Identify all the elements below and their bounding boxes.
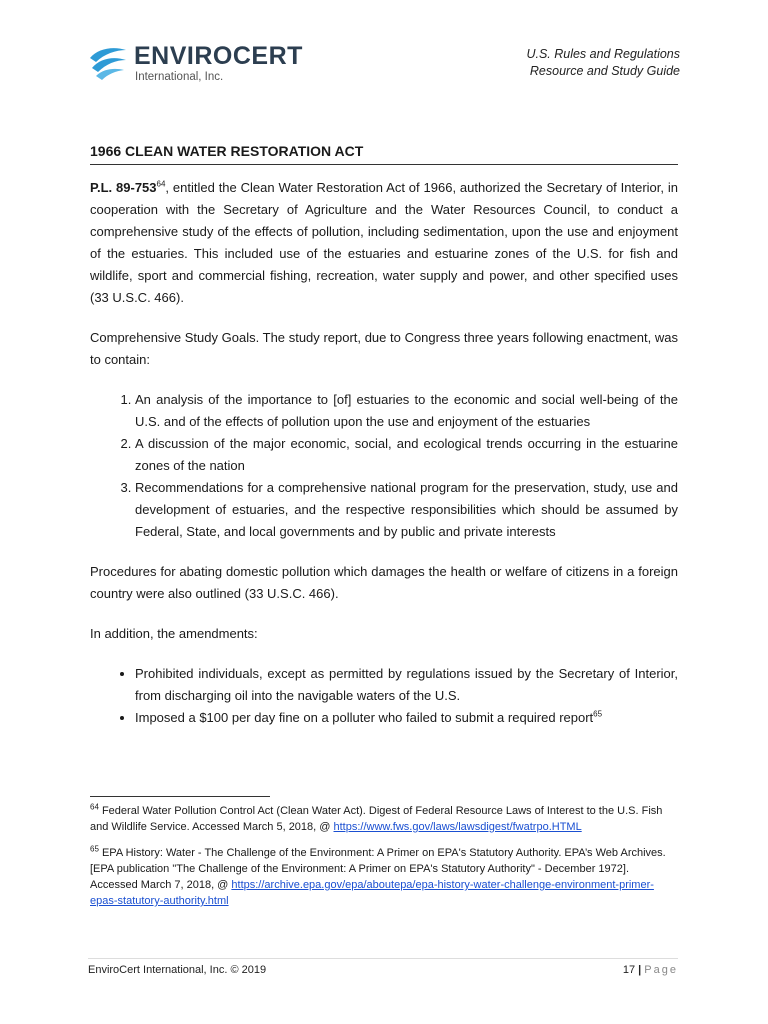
list-item-text: Imposed a $100 per day fine on a polluter who failed to submit a required report — [135, 710, 594, 725]
list-item — [135, 707, 678, 729]
footnote-ref-65[interactable]: 65 — [593, 709, 603, 719]
paragraph-amendments: In addition, the amendments: — [90, 626, 258, 641]
page-footer — [88, 958, 678, 976]
footnote-text: Federal Water Pollution Control Act (Clean Water Act). Digest of Federal Resource Laws of Interest to the U.S. Fish and Wildlife Service. Accessed March 5, 2018, @ — [90, 805, 663, 833]
page-header — [88, 40, 680, 90]
page-number: 17 — [622, 964, 636, 976]
logo-name: ENVIROCERT — [134, 42, 303, 70]
paragraph-procedures: Procedures for abating domestic pollution which damages the health or welfare of citizens in a foreign country were also outlined (33 U.S.C. 466). — [90, 564, 678, 601]
page-separator: | — [638, 964, 642, 976]
footnote-ref-64[interactable]: 64 — [156, 179, 166, 189]
list-item: 1. An analysis of the importance to [of] estuaries to the economic and social well-being of the U.S. and of the effects of pollution upon the use and enjoyment of the estuaries — [135, 389, 678, 433]
footnote-number: 65 — [90, 844, 99, 854]
page-label: Page — [644, 964, 678, 976]
footnote-65 — [90, 845, 678, 909]
document-title-line1: U.S. Rules and Regulations — [526, 47, 680, 61]
logo-subtitle: International, Inc. — [135, 71, 224, 83]
paragraph-intro-text: , entitled the Clean Water Restoration Act of 1966, authorized the Secretary of Interior, in cooperation with the Secretary of Agriculture and the Water Resources Council, to conduct a comprehensive study of the effects of pollution, including sedimentation, upon the use and enjoyment of the estuaries. This included use of the estuaries and estuarine zones of the U.S. for fish and wildlife, sport and commercial fishing, recreation, water supply and power, and other specified uses (33 U.S.C. 466). — [90, 180, 678, 305]
document-title — [526, 46, 680, 80]
footnotes — [90, 803, 678, 909]
copyright: EnviroCert International, Inc. © 2019 — [88, 964, 267, 976]
paragraph-study-goals: Comprehensive Study Goals. The study report, due to Congress three years following enactment, was to contain: — [90, 330, 678, 367]
amendments-list — [90, 663, 678, 729]
paragraph-intro — [90, 177, 678, 309]
list-item: 3. Recommendations for a comprehensive national program for the preservation, study, use and development of estuaries, and the respective responsibilities which should be assumed by Federal, State, and local governments and by public and private interests — [135, 477, 678, 543]
page-indicator — [623, 964, 678, 976]
document-title-line2: Resource and Study Guide — [529, 64, 680, 78]
footnote-link[interactable]: https://www.fws.gov/laws/lawsdigest/fwatrpo.HTML — [333, 821, 582, 833]
law-reference: P.L. 89-753 — [90, 180, 157, 195]
footnote-number: 64 — [90, 802, 99, 812]
section-title: 1966 CLEAN WATER RESTORATION ACT — [90, 143, 678, 165]
list-item: 2. A discussion of the major economic, social, and ecological trends occurring in the estuarine zones of the nation — [135, 433, 678, 477]
footnote-64 — [90, 803, 678, 835]
main-content — [90, 143, 678, 729]
water-drop-icon — [88, 46, 128, 82]
study-goals-list — [90, 389, 678, 543]
footnote-divider — [90, 796, 270, 797]
envirocert-logo — [88, 40, 308, 90]
footnote-link[interactable]: https://archive.epa.gov/epa/aboutepa/epa-history-water-challenge-environment-primer-epas-statutory-authority.html — [90, 879, 654, 907]
footnote-text: EPA History: Water - The Challenge of the Environment: A Primer on EPA's Statutory Authority. EPA’s Web Archives. [EPA publication "The Challenge of the Environment: A Primer on EPA's Statutory Authority" - December 1972]. Accessed March 7, 2018, @ — [90, 847, 666, 891]
list-item: • Prohibited individuals, except as permitted by regulations issued by the Secretary of Interior, from discharging oil into the navigable waters of the U.S. — [135, 663, 678, 707]
